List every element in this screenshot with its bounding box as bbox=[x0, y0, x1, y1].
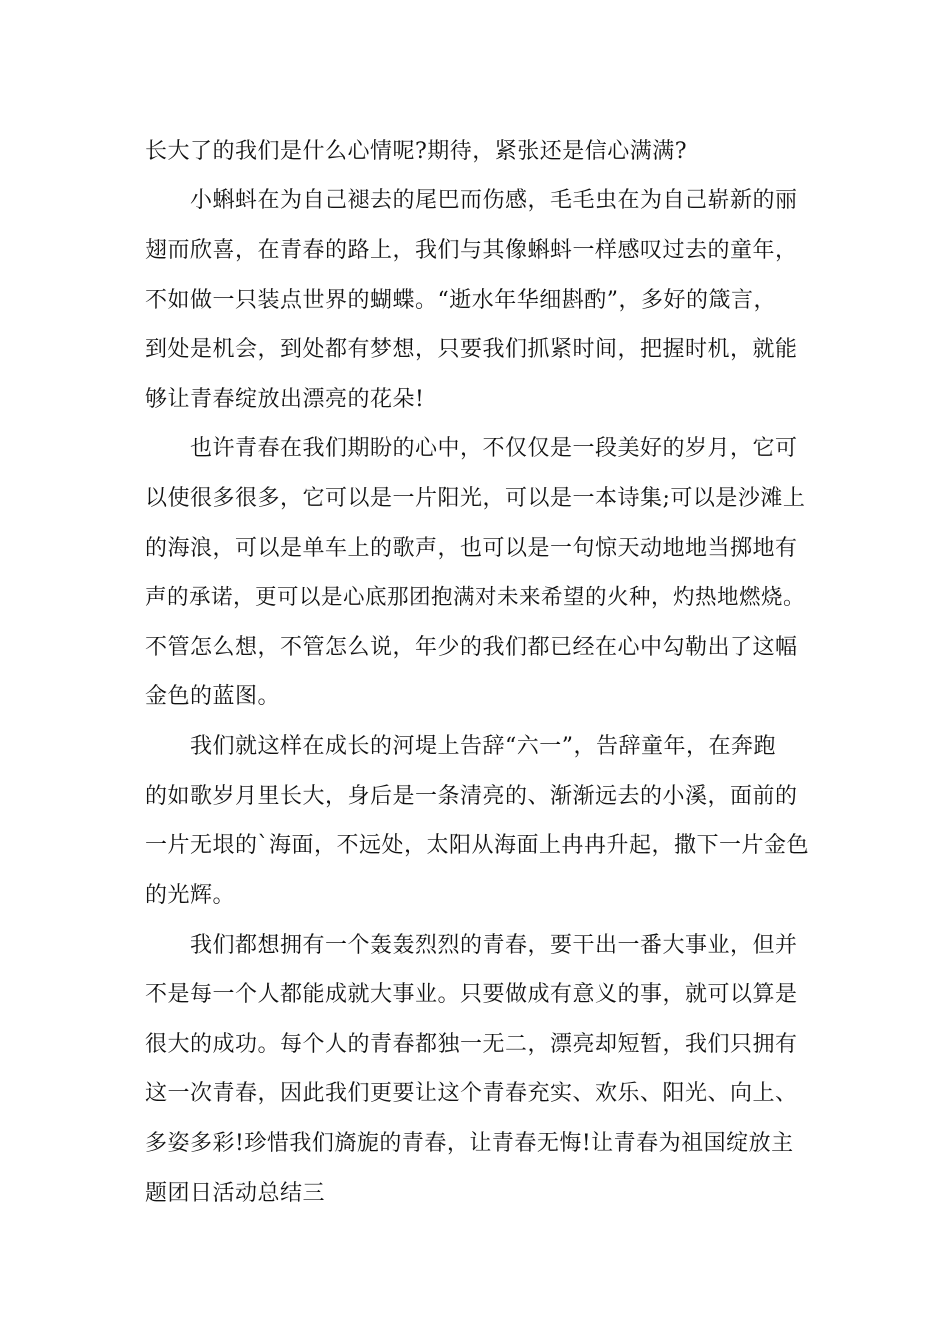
text-line: 多姿多彩!珍惜我们旖旎的青春，让青春无悔!让青春为祖国绽放主 bbox=[145, 1131, 794, 1156]
text-line: 的如歌岁月里长大，身后是一条清亮的、渐渐远去的小溪，面前的 bbox=[145, 784, 798, 809]
text-line: 翅而欣喜，在青春的路上，我们与其像蝌蚪一样感叹过去的童年， bbox=[145, 238, 798, 263]
text-line: 我们都想拥有一个轰轰烈烈的青春，要干出一番大事业，但并 bbox=[190, 933, 798, 958]
text-line: 以使很多很多，它可以是一片阳光，可以是一本诗集;可以是沙滩上 bbox=[145, 486, 806, 511]
text-line: 金色的蓝图。 bbox=[145, 684, 281, 709]
text-line: 的海浪，可以是单车上的歌声，也可以是一句惊天动地地当掷地有 bbox=[145, 536, 798, 561]
text-line: 不管怎么想，不管怎么说，年少的我们都已经在心中勾勒出了这幅 bbox=[145, 635, 798, 660]
text-line: 不是每一个人都能成就大事业。只要做成有意义的事，就可以算是 bbox=[145, 982, 798, 1007]
text-line: 很大的成功。每个人的青春都独一无二，漂亮却短暂，我们只拥有 bbox=[145, 1032, 798, 1057]
text-line: 我们就这样在成长的河堤上告辞“六一”，告辞童年，在奔跑 bbox=[190, 734, 776, 759]
text-line: 这一次青春，因此我们更要让这个青春充实、欢乐、阳光、向上、 bbox=[145, 1081, 798, 1106]
text-line: 长大了的我们是什么心情呢?期待，紧张还是信心满满? bbox=[145, 139, 688, 164]
text-line: 到处是机会，到处都有梦想，只要我们抓紧时间，把握时机，就能 bbox=[145, 337, 798, 362]
text-line: 声的承诺，更可以是心底那团抱满对未来希望的火种，灼热地燃烧。 bbox=[145, 585, 806, 610]
text-line: 也许青春在我们期盼的心中，不仅仅是一段美好的岁月，它可 bbox=[190, 436, 798, 461]
text-line: 题团日活动总结三 bbox=[145, 1181, 326, 1206]
text-line: 的光辉。 bbox=[145, 883, 236, 908]
text-line: 不如做一只装点世界的蝴蝶。“逝水年华细斟酌”，多好的箴言， bbox=[145, 288, 776, 313]
text-line: 够让青春绽放出漂亮的花朵! bbox=[145, 387, 425, 412]
text-line: 小蝌蚪在为自己褪去的尾巴而伤感，毛毛虫在为自己崭新的丽 bbox=[190, 188, 798, 213]
text-line: 一片无垠的`海面，不远处，太阳从海面上冉冉升起，撒下一片金色 bbox=[145, 833, 810, 858]
